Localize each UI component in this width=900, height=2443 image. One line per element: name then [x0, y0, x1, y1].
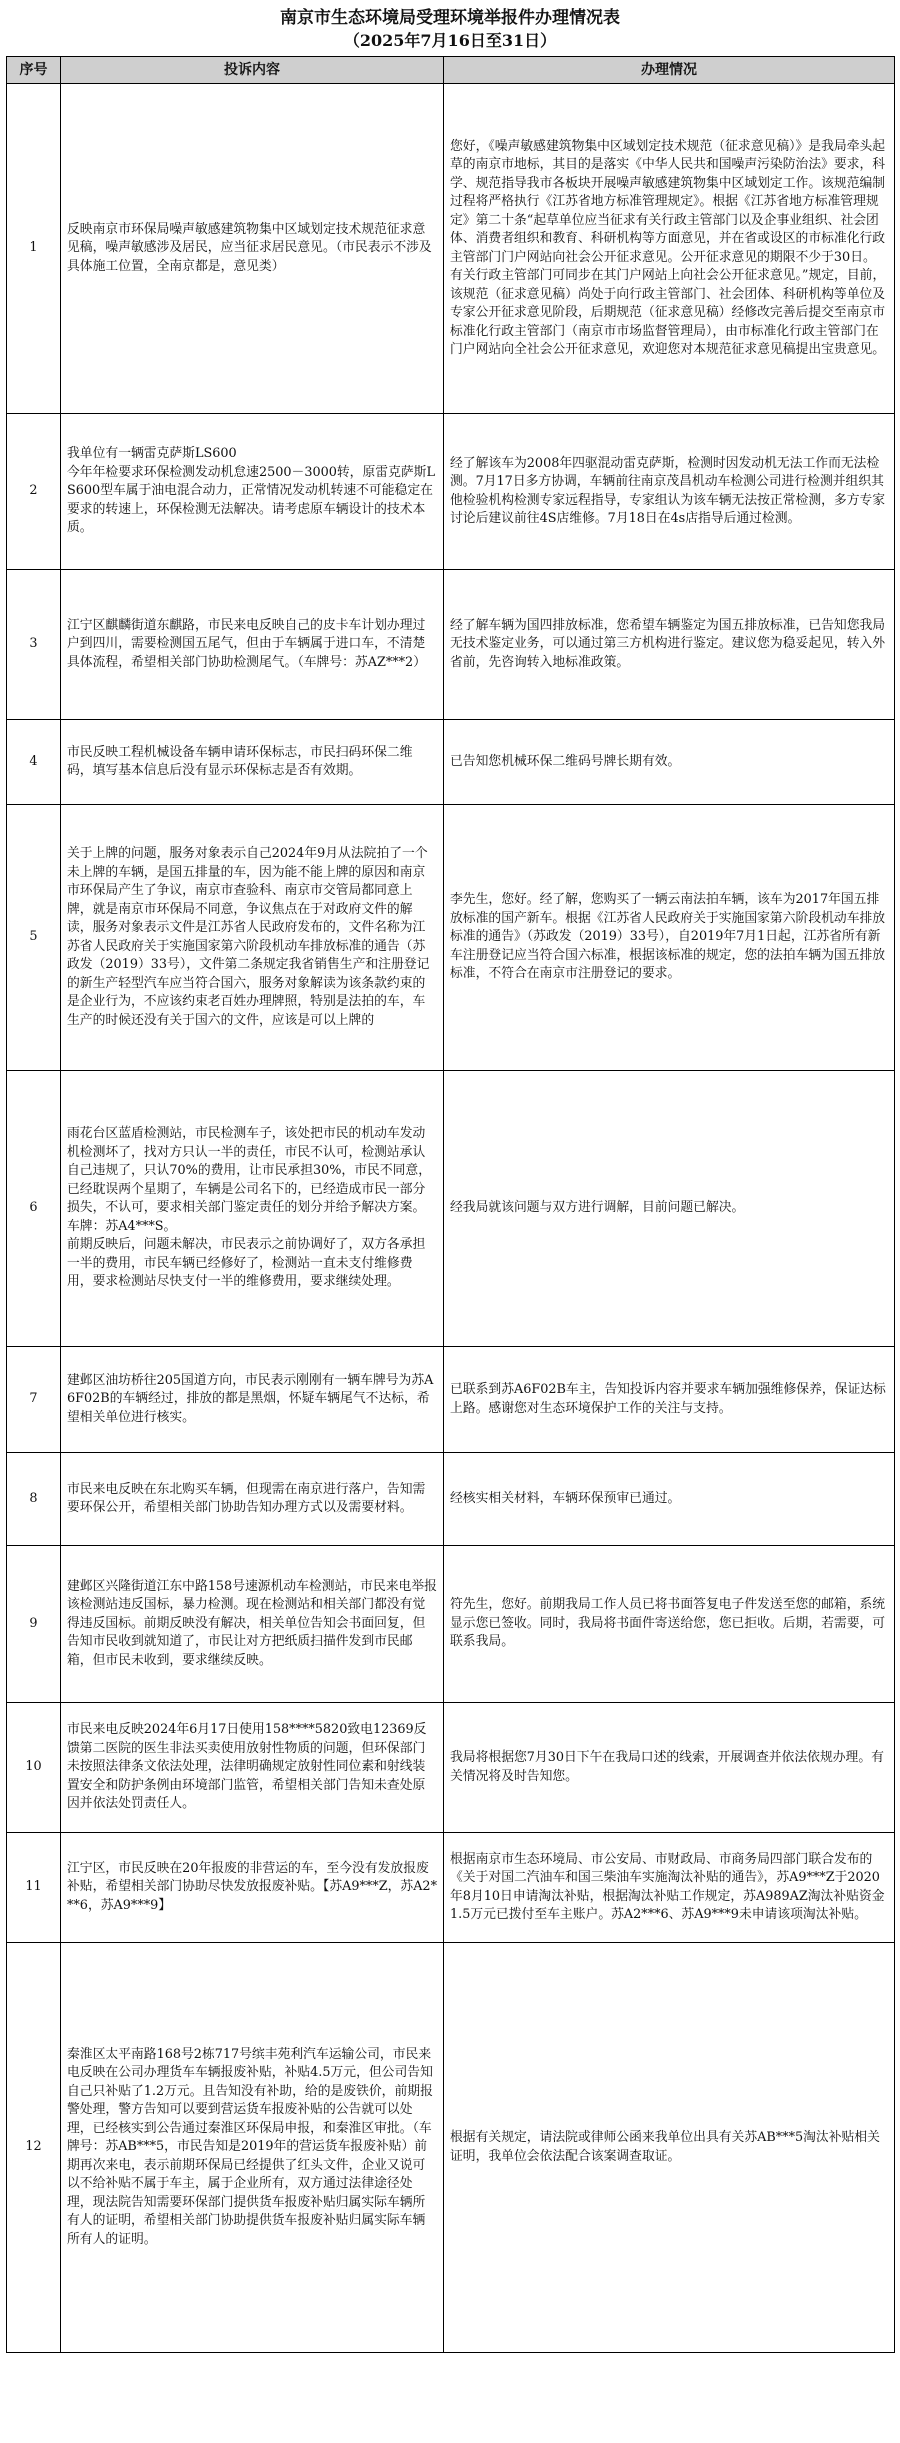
row-number: 10 — [7, 1703, 61, 1833]
row-number: 5 — [7, 805, 61, 1071]
result-cell: 根据南京市生态环境局、市公安局、市财政局、市商务局四部门联合发布的《关于对国二汽油车和国三柴油车实施淘汰补贴的通告》，苏A9***Z于2020年8月10日申请淘汰补贴，根据淘汰补贴工作规定，苏A989AZ淘汰补贴资金1.5万元已拨付至车主账户。苏A2***6、苏A9***9未申请该项淘汰补贴。 — [444, 1833, 895, 1943]
document-title: 南京市生态环境局受理环境举报件办理情况表 — [280, 8, 620, 28]
row-number: 6 — [7, 1071, 61, 1347]
document-subtitle: （2025年7月16日至31日） — [343, 31, 557, 50]
table-row — [7, 570, 895, 720]
complaint-cell: 市民来电反映2024年6月17日使用158****5820致电12369反馈第二医院的医生非法买卖使用放射性物质的问题，但环保部门未按照法律条文依法处理，法律明确规定放射性同位素和射线装置安全和防护条例由环境部门监管，希望相关部门告知未查处原因并依法处罚责任人。 — [61, 1703, 444, 1833]
table-header-row — [7, 57, 895, 84]
result-cell: 经了解该车为2008年四驱混动雷克萨斯，检测时因发动机无法工作而无法检测。7月17日多方协调，车辆前往南京茂昌机动车检测公司进行检测并组织其他检验机构检测专家远程指导，专家组认为该车辆无法按正常检测，多方专家讨论后建议前往4S店维修。7月18日在4s店指导后通过检测。 — [444, 414, 895, 570]
table-row — [7, 805, 895, 1071]
row-number: 2 — [7, 414, 61, 570]
row-number: 7 — [7, 1347, 61, 1453]
result-cell: 经我局就该问题与双方进行调解，目前问题已解决。 — [444, 1071, 895, 1347]
row-number: 4 — [7, 720, 61, 805]
table-row — [7, 720, 895, 805]
header-result: 办理情况 — [444, 57, 895, 84]
complaint-cell: 我单位有一辆雷克萨斯LS600 今年年检要求环保检测发动机怠速2500－3000转，原雷克萨斯LS600型车属于油电混合动力，正常情况发动机转速不可能稳定在要求的转速上，环保检测无法解决。请考虑原车辆设计的技术本质。 — [61, 414, 444, 570]
row-number: 11 — [7, 1833, 61, 1943]
table-row — [7, 1071, 895, 1347]
row-number: 1 — [7, 84, 61, 414]
row-number: 3 — [7, 570, 61, 720]
table-row — [7, 1703, 895, 1833]
header-complaint: 投诉内容 — [61, 57, 444, 84]
table-row — [7, 1347, 895, 1453]
complaint-cell: 雨花台区蓝盾检测站，市民检测车子，该处把市民的机动车发动机检测坏了，找对方只认一半的责任，市民不认可，检测站承认自己违规了，只认70%的费用，让市民承担30%，市民不同意，已经耽误两个星期了，车辆是公司名下的，已经造成市民一部分损失，不认可，要求相关部门鉴定责任的划分并给予解决方案。车牌：苏A4***S。 前期反映后，问题未解决，市民表示之前协调好了，双方各承担一半的费用，市民车辆已经修好了，检测站一直未支付维修费用，要求检测站尽快支付一半的维修费用，要求继续处理。 — [61, 1071, 444, 1347]
result-cell: 经了解车辆为国四排放标准，您希望车辆鉴定为国五排放标准，已告知您我局无技术鉴定业务，可以通过第三方机构进行鉴定。建议您为稳妥起见，转入外省前，先咨询转入地标准政策。 — [444, 570, 895, 720]
complaint-cell: 市民反映工程机械设备车辆申请环保标志，市民扫码环保二维码，填写基本信息后没有显示环保标志是否有效期。 — [61, 720, 444, 805]
report-table — [6, 56, 895, 2353]
complaint-cell: 江宁区，市民反映在20年报废的非营运的车，至今没有发放报废补贴，希望相关部门协助尽快发放报废补贴。【苏A9***Z，苏A2***6，苏A9***9】 — [61, 1833, 444, 1943]
complaint-cell: 建邺区兴隆街道江东中路158号速源机动车检测站，市民来电举报该检测站违反国标，暴力检测。现在检测站和相关部门都没有觉得违反国标。前期反映没有解决，相关单位告知会书面回复，但告知市民收到就知道了，市民让对方把纸质扫描件发到市民邮箱，但市民未收到，要求继续反映。 — [61, 1546, 444, 1703]
table-row — [7, 1943, 895, 2353]
result-cell: 符先生，您好。前期我局工作人员已将书面答复电子件发送至您的邮箱，系统显示您已签收。同时，我局将书面件寄送给您，您已拒收。后期，若需要，可联系我局。 — [444, 1546, 895, 1703]
complaint-cell: 市民来电反映在东北购买车辆，但现需在南京进行落户，告知需要环保公开，希望相关部门协助告知办理方式以及需要材料。 — [61, 1453, 444, 1546]
result-cell: 李先生，您好。经了解，您购买了一辆云南法拍车辆，该车为2017年国五排放标准的国产新车。根据《江苏省人民政府关于实施国家第六阶段机动车排放标准的通告》（苏政发（2019）33号），自2019年7月1日起，江苏省所有新车注册登记应当符合国六标准，根据该标准的规定，您的法拍车辆为国五排放标准，不符合在南京市注册登记的要求。 — [444, 805, 895, 1071]
table-row — [7, 1546, 895, 1703]
row-number: 8 — [7, 1453, 61, 1546]
result-cell: 您好，《噪声敏感建筑物集中区域划定技术规范（征求意见稿）》是我局牵头起草的南京市地标，其目的是落实《中华人民共和国噪声污染防治法》要求，科学、规范指导我市各板块开展噪声敏感建筑物集中区域划定工作。该规范编制过程将严格执行《江苏省地方标准管理规定》。根据《江苏省地方标准管理规定》第二十条“起草单位应当征求有关行政主管部门以及企事业组织、社会团体、消费者组织和教育、科研机构等方面意见，并在省或设区的市标准化行政主管部门门户网站向社会公开征求意见。公开征求意见的期限不少于30日。有关行政主管部门可同步在其门户网站上向社会公开征求意见。”规定，目前，该规范（征求意见稿）尚处于向行政主管部门、社会团体、科研机构等单位及专家公开征求意见阶段，后期规范（征求意见稿）经修改完善后提交至南京市标准化行政主管部门（南京市市场监督管理局），由市标准化行政主管部门在门户网站向全社会公开征求意见，欢迎您对本规范征求意见稿提出宝贵意见。 — [444, 84, 895, 414]
table-row — [7, 1833, 895, 1943]
complaint-cell: 反映南京市环保局噪声敏感建筑物集中区域划定技术规范征求意见稿，噪声敏感涉及居民，应当征求居民意见。（市民表示不涉及具体施工位置，全南京都是，意见类） — [61, 84, 444, 414]
result-cell: 根据有关规定，请法院或律师公函来我单位出具有关苏AB***5淘汰补贴相关证明，我单位会依法配合该案调查取证。 — [444, 1943, 895, 2353]
result-cell: 已告知您机械环保二维码号牌长期有效。 — [444, 720, 895, 805]
row-number: 12 — [7, 1943, 61, 2353]
complaint-cell: 关于上牌的问题，服务对象表示自己2024年9月从法院拍了一个未上牌的车辆，是国五排量的车，因为能不能上牌的原因和南京市环保局产生了争议，南京市查验科、南京市交管局都同意上牌，就是南京市环保局不同意，争议焦点在于对政府文件的解读，服务对象表示文件是江苏省人民政府发布的，文件名称为江苏省人民政府关于实施国家第六阶段机动车排放标准的通告（苏政发（2019）33号），文件第二条规定我省销售生产和注册登记的新生产轻型汽车应当符合国六，服务对象解读为该条款约束的是企业行为，不应该约束老百姓办理牌照，特别是法拍的车，车生产的时候还没有关于国六的文件，应该是可以上牌的 — [61, 805, 444, 1071]
row-number: 9 — [7, 1546, 61, 1703]
table-row — [7, 84, 895, 414]
header-no: 序号 — [7, 57, 61, 84]
complaint-cell: 江宁区麒麟街道东麒路，市民来电反映自己的皮卡车计划办理过户到四川，需要检测国五尾气，但由于车辆属于进口车，不清楚具体流程，希望相关部门协助检测尾气。（车牌号：苏AZ***2） — [61, 570, 444, 720]
result-cell: 已联系到苏A6F02B车主，告知投诉内容并要求车辆加强维修保养，保证达标上路。感谢您对生态环境保护工作的关注与支持。 — [444, 1347, 895, 1453]
table-row — [7, 414, 895, 570]
complaint-cell: 建邺区油坊桥往205国道方向，市民表示刚刚有一辆车牌号为苏A6F02B的车辆经过，排放的都是黑烟，怀疑车辆尾气不达标，希望相关单位进行核实。 — [61, 1347, 444, 1453]
complaint-cell: 秦淮区太平南路168号2栋717号缤丰苑利汽车运输公司，市民来电反映在公司办理货车车辆报废补贴，补贴4.5万元，但公司告知自己只补贴了1.2万元。且告知没有补助，给的是废铁价，前期报警处理，警方告知可以要到营运货车报废补贴的公告就可以处理，已经核实到公告通过秦淮区环保局申报，和秦淮区审批。（车牌号：苏AB***5，市民告知是2019年的营运货车报废补贴）前期再次来电，表示前期环保局已经提供了红头文件，企业又说可以不给补贴不属于车主，属于企业所有，双方通过法律途径处理，现法院告知需要环保部门提供货车报废补贴归属实际车辆所有人的证明，希望相关部门协助提供货车报废补贴归属实际车辆所有人的证明。 — [61, 1943, 444, 2353]
result-cell: 我局将根据您7月30日下午在我局口述的线索，开展调查并依法依规办理。有关情况将及时告知您。 — [444, 1703, 895, 1833]
result-cell: 经核实相关材料，车辆环保预审已通过。 — [444, 1453, 895, 1546]
table-row — [7, 1453, 895, 1546]
